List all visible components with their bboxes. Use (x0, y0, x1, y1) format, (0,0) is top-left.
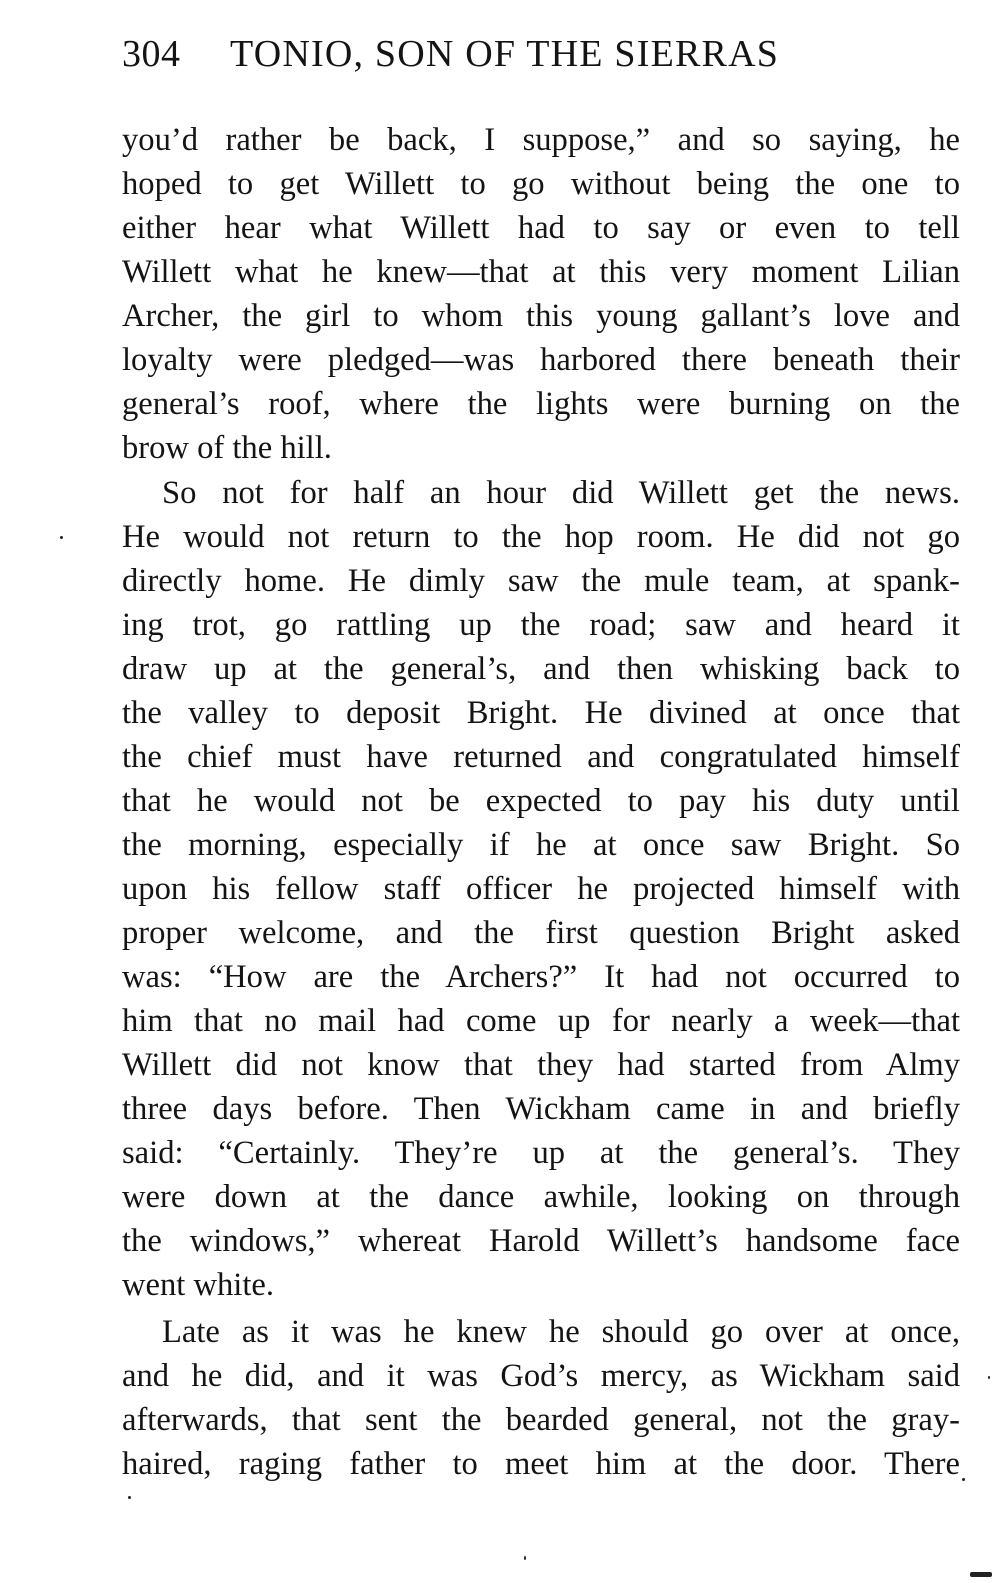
paragraph-1 (122, 118, 960, 470)
text-line: ing trot, go rattling up the road; saw and heard it (122, 607, 960, 643)
text-line: He would not return to the hop room. He did not go (122, 519, 960, 555)
text-line: Willett did not know that they had started from Almy (122, 1047, 960, 1083)
scan-speck (524, 1556, 526, 1560)
scan-speck (988, 1376, 990, 1379)
text-line: general’s roof, where the lights were burning on the (122, 386, 960, 422)
text-line: Archer, the girl to whom this young gallant’s love and (122, 298, 960, 334)
text-line: the windows,” whereat Harold Willett’s handsome face (122, 1223, 960, 1259)
text-line: brow of the hill. (122, 430, 332, 466)
text-line: him that no mail had come up for nearly a week—that (122, 1003, 960, 1039)
text-line: Willett what he knew—that at this very moment Lilian (122, 254, 960, 290)
text-line: and he did, and it was God’s mercy, as Wickham said (122, 1358, 960, 1394)
text-line: the valley to deposit Bright. He divined at once that (122, 695, 960, 731)
text-line: you’d rather be back, I suppose,” and so saying, he (122, 122, 960, 158)
text-line: three days before. Then Wickham came in and briefly (122, 1091, 960, 1127)
paragraph-3 (122, 1310, 960, 1486)
scan-speck (60, 536, 63, 539)
scan-speck (970, 1572, 992, 1577)
body-text (122, 118, 960, 1486)
text-line: said: “Certainly. They’re up at the general’s. They (122, 1135, 960, 1171)
text-line: So not for half an hour did Willett get the news. (162, 475, 960, 511)
paragraph-2 (122, 471, 960, 1307)
text-line: haired, raging father to meet him at the door. There (122, 1446, 960, 1482)
text-line: went white. (122, 1267, 274, 1303)
text-line: that he would not be expected to pay his duty until (122, 783, 960, 819)
text-line: loyalty were pledged—was harbored there beneath their (122, 342, 960, 378)
text-line: were down at the dance awhile, looking on through (122, 1179, 960, 1215)
text-line: the morning, especially if he at once saw Bright. So (122, 827, 960, 863)
running-title: TONIO, SON OF THE SIERRAS (230, 33, 780, 75)
text-line: Late as it was he knew he should go over at once, (162, 1314, 960, 1350)
scan-speck (962, 1478, 965, 1481)
scan-speck (128, 1496, 131, 1499)
text-line: hoped to get Willett to go without being the one to (122, 166, 960, 202)
text-line: upon his fellow staff officer he projected himself with (122, 871, 960, 907)
text-line: afterwards, that sent the bearded general, not the gray- (122, 1402, 960, 1438)
page-number: 304 (122, 33, 181, 75)
text-line: the chief must have returned and congratulated himself (122, 739, 960, 775)
text-line: was: “How are the Archers?” It had not occurred to (122, 959, 960, 995)
text-line: either hear what Willett had to say or even to tell (122, 210, 960, 246)
running-head (122, 32, 962, 82)
text-line: draw up at the general’s, and then whisking back to (122, 651, 960, 687)
text-line: directly home. He dimly saw the mule team, at spank- (122, 563, 960, 599)
text-line: proper welcome, and the first question Bright asked (122, 915, 960, 951)
